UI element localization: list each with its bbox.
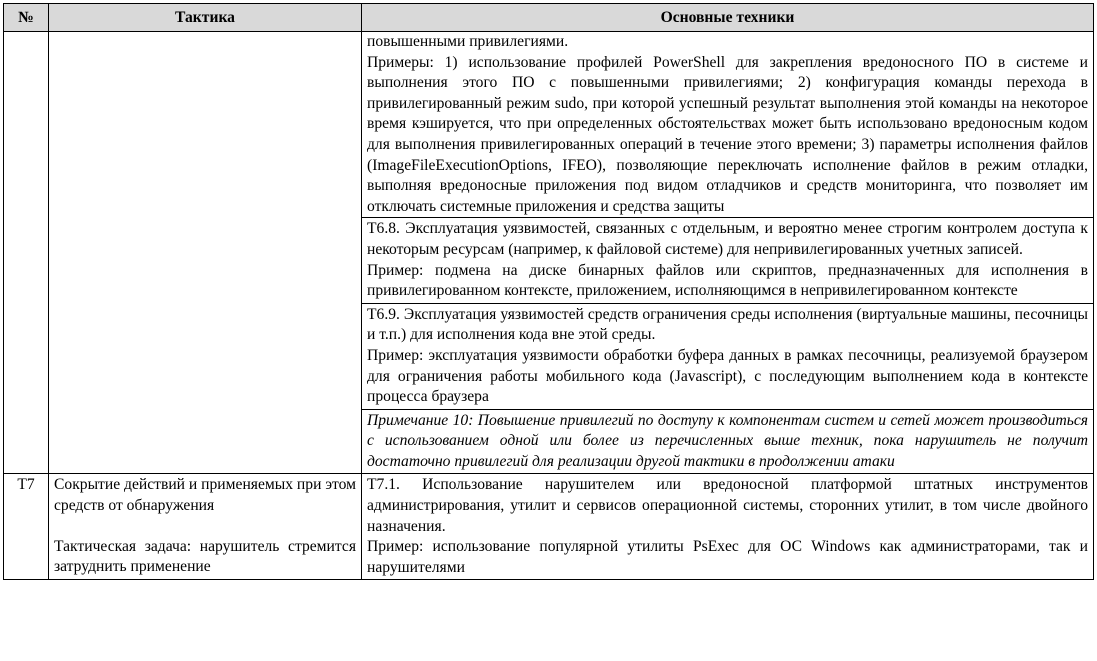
technique-t6-8-title: Т6.8. Эксплуатация уязвимостей, связанных с отдельным, и вероятно менее строгим контролем доступа к некоторым ресурсам (например, к файловой системе) для непривилегированных учетных записей. [367, 220, 1088, 258]
cell-number-t7: Т7 [4, 474, 49, 580]
tactic-t7-task: Тактическая задача: нарушитель стремится затруднить применение [54, 537, 356, 576]
continuation-line: повышенными привилегиями. [367, 33, 569, 50]
cell-technique-t6-9 [362, 303, 1094, 409]
header-number: № [4, 4, 49, 32]
cell-note-10 [362, 409, 1094, 474]
header-techniques: Основные техники [362, 4, 1094, 32]
technique-t6-8-example: Пример: подмена на диске бинарных файлов или скриптов, предназначенных для исполнения в привилегированном контексте, приложением, исполняющимся в непривилегированном контексте [367, 261, 1088, 300]
document-page [3, 3, 1094, 661]
tactics-table [3, 3, 1094, 580]
table-row-t6-continuation [4, 32, 1094, 218]
technique-t7-1-example: Пример: использование популярной утилиты PsExec для ОС Windows как администраторами, так и нарушителями [367, 538, 1088, 576]
cell-tactic-t7 [49, 474, 362, 580]
continuation-examples: Примеры: 1) использование профилей PowerShell для закрепления вредоносного ПО в системе и выполнения этого ПО с повышенными привилегиями; 2) конфигурация команды перехода в привилегированный режим sudo, при которой успешный результат выполнения этой команды на некоторое время кэшируется, что при определенных обстоятельствах может быть использовано вредоносным кодом для выполнения привилегированных операций в течение этого времени; 3) параметры исполнения файлов (ImageFileExecutionOptions, IFEO), позволяющие переключать исполнение файлов в режим отладки, выполняя вредоносные приложения под видом отладчиков и средств мониторинга, что позволяет им отключать системные приложения и средства защиты [367, 53, 1088, 215]
table-header-row [4, 4, 1094, 32]
technique-t6-9-title: Т6.9. Эксплуатация уязвимостей средств ограничения среды исполнения (виртуальные машины, песочницы и т.п.) для исполнения кода вне этой среды. [367, 305, 1088, 344]
header-tactic: Тактика [49, 4, 362, 32]
technique-t6-9-example: Пример: эксплуатация уязвимости обработки буфера данных в рамках песочницы, реализуемой браузером для ограничения работы мобильного кода (Javascript), с последующим выполнением кода в контексте процесса браузера [367, 346, 1088, 406]
tactic-t7-title: Сокрытие действий и применяемых при этом средств от обнаружения [54, 476, 356, 515]
note-10-text: Примечание 10: Повышение привилегий по доступу к компонентам систем и сетей может производиться с использованием одной или более из перечисленных выше техник, пока нарушитель не получит достаточно привилегий для реализации другой тактики в продолжении атаки [367, 411, 1088, 470]
table-row-t7 [4, 474, 1094, 580]
technique-t7-1-title: Т7.1. Использование нарушителем или вредоносной платформой штатных инструментов администрирования, утилит и сервисов операционной системы, сторонних утилит, в том числе двойного назначения. [367, 476, 1088, 535]
cell-tactic-empty [49, 32, 362, 474]
cell-technique-t7-1 [362, 474, 1094, 580]
cell-number-empty [4, 32, 49, 474]
cell-technique-continuation [362, 32, 1094, 218]
cell-technique-t6-8 [362, 218, 1094, 303]
